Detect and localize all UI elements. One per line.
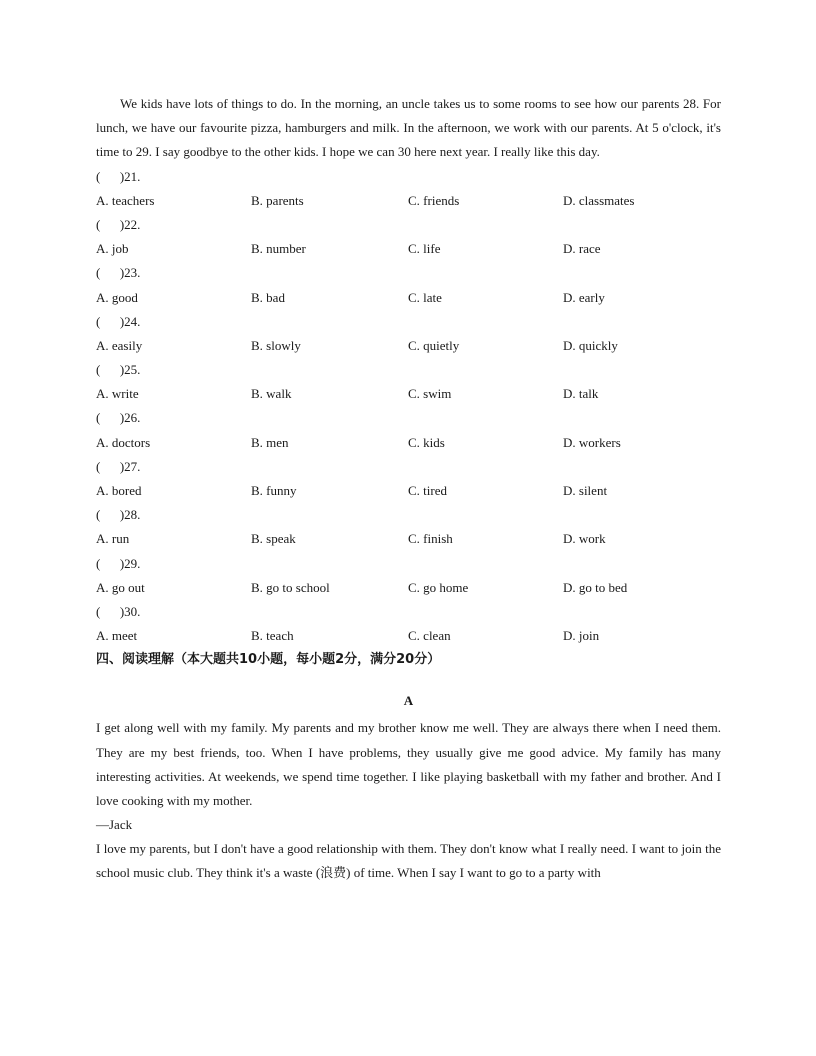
- option-b: B. slowly: [251, 337, 301, 353]
- jack-paragraph: I get along well with my family. My parents and my brother know me well. They are always there when I need them. They are my best friends, too. When I have problems, they usually give me good advice. My family has many interesting activities. At weekends, we spend time together. I like playing basketball with my father and brother. And I love cooking with my mother.: [96, 720, 721, 808]
- option-a: A. job: [96, 241, 129, 257]
- document-page: [96, 92, 721, 886]
- option-row: [96, 286, 721, 310]
- question-25: [96, 358, 721, 406]
- option-c: C. quietly: [408, 337, 460, 353]
- section-title: 四、阅读理解（本大题共10小题，每小题2分，满分20分）: [96, 652, 441, 668]
- option-a: A. meet: [96, 628, 138, 644]
- option-c: C. friends: [408, 192, 460, 208]
- question-27: [96, 455, 721, 503]
- option-c: C. tired: [408, 483, 447, 499]
- question-number: ( )26.: [96, 410, 141, 426]
- option-d: D. talk: [563, 386, 599, 402]
- option-row: [96, 237, 721, 261]
- question-number: ( )25.: [96, 362, 141, 378]
- option-c: C. kids: [408, 434, 445, 450]
- option-c: C. late: [408, 289, 442, 305]
- question-30: [96, 600, 721, 648]
- option-row: [96, 624, 721, 648]
- option-a: A. doctors: [96, 434, 151, 450]
- option-d: D. classmates: [563, 192, 635, 208]
- question-28: [96, 503, 721, 551]
- option-b: B. funny: [251, 483, 297, 499]
- option-a: A. run: [96, 531, 130, 547]
- question-list: [96, 165, 721, 649]
- option-a: A. teachers: [96, 192, 155, 208]
- option-a: A. write: [96, 386, 139, 402]
- question-number: ( )22.: [96, 216, 141, 232]
- option-d: D. early: [563, 289, 605, 305]
- option-b: B. teach: [251, 628, 294, 644]
- option-b: B. number: [251, 241, 306, 257]
- option-row: [96, 527, 721, 551]
- option-d: D. go to bed: [563, 579, 628, 595]
- option-b: B. bad: [251, 289, 285, 305]
- option-row: [96, 382, 721, 406]
- option-row: [96, 479, 721, 503]
- second-paragraph: I love my parents, but I don't have a good relationship with them. They don't know what I really need. I want to join the school music club. They think it's a waste (浪费) of time. When I say I want to go to a party with: [96, 841, 721, 881]
- option-b: B. parents: [251, 192, 304, 208]
- option-c: C. clean: [408, 628, 451, 644]
- question-23: [96, 261, 721, 309]
- option-b: B. men: [251, 434, 289, 450]
- option-row: [96, 189, 721, 213]
- option-a: A. bored: [96, 483, 142, 499]
- question-number: ( )24.: [96, 313, 141, 329]
- option-a: A. good: [96, 289, 138, 305]
- question-22: [96, 213, 721, 261]
- option-row: [96, 576, 721, 600]
- question-number: ( )28.: [96, 507, 141, 523]
- intro-paragraph: We kids have lots of things to do. In the morning, an uncle takes us to some rooms to see how our parents 28. For lunch, we have our favourite pizza, hamburgers and milk. In the afternoon, we work with our parents. At 5 o'clock, it's time to 29. I say goodbye to the other kids. I hope we can 30 here next year. I really like this day.: [96, 96, 721, 160]
- question-number: ( )30.: [96, 603, 141, 619]
- option-row: [96, 431, 721, 455]
- option-a: A. go out: [96, 579, 145, 595]
- question-number: ( )21.: [96, 168, 141, 184]
- option-c: C. go home: [408, 579, 469, 595]
- option-c: C. finish: [408, 531, 453, 547]
- option-d: D. quickly: [563, 337, 618, 353]
- jack-signature: —Jack: [96, 817, 133, 833]
- option-b: B. go to school: [251, 579, 330, 595]
- option-d: D. race: [563, 241, 601, 257]
- question-29: [96, 552, 721, 600]
- question-number: ( )29.: [96, 555, 141, 571]
- option-b: B. speak: [251, 531, 296, 547]
- question-26: [96, 406, 721, 454]
- option-d: D. silent: [563, 483, 608, 499]
- option-d: D. join: [563, 628, 600, 644]
- question-number: ( )23.: [96, 265, 141, 281]
- option-c: C. swim: [408, 386, 452, 402]
- question-21: [96, 165, 721, 213]
- option-d: D. work: [563, 531, 606, 547]
- option-d: D. workers: [563, 434, 621, 450]
- passage-title: A: [403, 693, 414, 709]
- option-c: C. life: [408, 241, 441, 257]
- question-24: [96, 310, 721, 358]
- option-row: [96, 334, 721, 358]
- option-b: B. walk: [251, 386, 292, 402]
- question-number: ( )27.: [96, 458, 141, 474]
- option-a: A. easily: [96, 337, 143, 353]
